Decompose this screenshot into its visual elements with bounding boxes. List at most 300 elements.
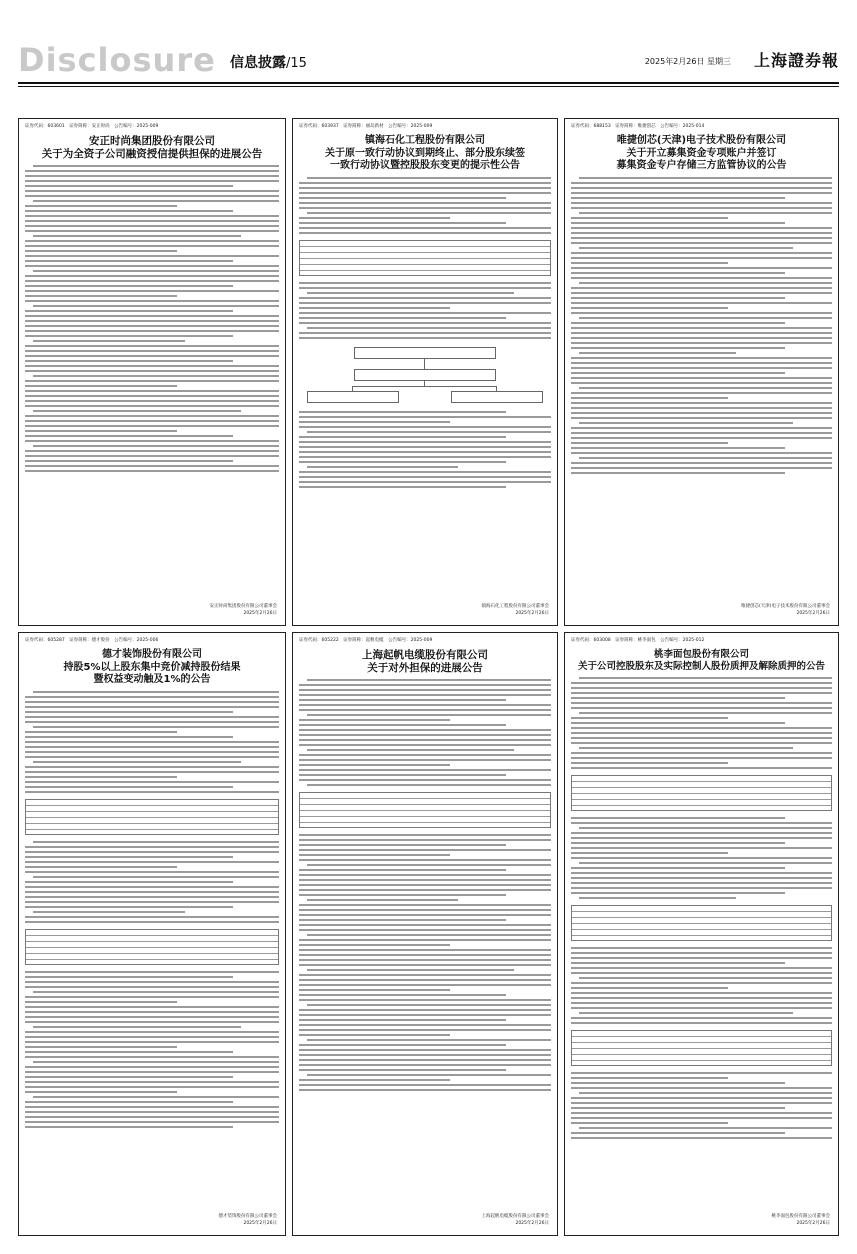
- signature-date: 2025年2月26日: [796, 610, 830, 616]
- text-line: [571, 717, 728, 719]
- text-line: [571, 1077, 728, 1079]
- text-line: [307, 934, 551, 936]
- text-line: [571, 757, 832, 759]
- text-line: [299, 232, 551, 234]
- text-line: [33, 726, 279, 728]
- text-line: [25, 1086, 279, 1088]
- text-line: [579, 712, 832, 714]
- text-line: [299, 854, 450, 856]
- text-line: [579, 317, 832, 319]
- text-line: [25, 996, 279, 998]
- text-line: [25, 320, 279, 322]
- notice-code-line: 证券代码：688153 证券简称：唯捷创芯 公告编号：2025-014: [571, 124, 705, 129]
- text-line: [25, 751, 279, 753]
- text-line: [25, 250, 177, 252]
- text-line: [33, 340, 185, 342]
- text-line: [571, 1072, 832, 1074]
- text-line: [25, 1116, 279, 1118]
- text-line: [25, 315, 279, 317]
- text-line: [571, 687, 832, 689]
- text-line: [299, 959, 551, 961]
- text-line: [25, 175, 279, 177]
- text-line: [299, 724, 506, 726]
- text-line: [25, 210, 233, 212]
- text-line: [571, 877, 832, 879]
- text-line: [25, 230, 279, 232]
- text-line: [579, 422, 793, 424]
- text-line: [25, 420, 279, 422]
- text-line: [25, 721, 279, 723]
- text-line: [299, 849, 551, 851]
- text-line: [25, 986, 279, 988]
- text-line: [299, 914, 551, 916]
- text-line: [307, 1039, 551, 1041]
- text-line: [25, 866, 177, 868]
- text-line: [25, 756, 279, 758]
- text-line: [571, 872, 832, 874]
- text-line: [33, 270, 279, 272]
- text-line: [299, 456, 551, 458]
- text-line: [299, 739, 551, 741]
- text-line: [25, 170, 279, 172]
- text-line: [571, 372, 785, 374]
- text-line: [571, 1117, 832, 1119]
- text-line: [33, 991, 279, 993]
- text-line: [579, 977, 832, 979]
- text-line: [571, 852, 728, 854]
- notice-signature: [772, 1213, 831, 1227]
- text-line: [25, 385, 177, 387]
- text-line: [25, 1071, 279, 1073]
- signature-date: 2025年2月26日: [515, 610, 549, 616]
- notice-body: [293, 679, 557, 1091]
- signature-date: 2025年2月26日: [243, 610, 277, 616]
- text-line: [571, 442, 728, 444]
- notice-body: [19, 691, 285, 1128]
- text-line: [25, 225, 279, 227]
- text-line: [571, 697, 785, 699]
- notice-title-line: 暨权益变动触及1%的公告: [93, 674, 211, 685]
- diagram-connector: [352, 386, 353, 391]
- notice-title-line: 一致行动协议暨控股股东变更的提示性公告: [330, 160, 520, 171]
- text-line: [307, 212, 551, 214]
- text-line: [307, 864, 551, 866]
- text-line: [571, 817, 785, 819]
- brand-wordmark: Disclosure: [18, 41, 216, 79]
- text-line: [25, 766, 279, 768]
- text-line: [299, 939, 551, 941]
- text-line: [25, 901, 279, 903]
- text-line: [25, 205, 177, 207]
- text-line: [299, 894, 506, 896]
- masthead-rule: [18, 82, 839, 84]
- notice-title: [571, 649, 832, 673]
- notice-title-line: 关于对外担保的进展公告: [367, 662, 483, 675]
- text-line: [25, 696, 279, 698]
- text-line: [25, 280, 279, 282]
- text-line: [33, 761, 241, 763]
- text-line: [299, 779, 551, 781]
- text-line: [25, 981, 279, 983]
- text-line: [25, 350, 279, 352]
- text-line: [25, 716, 279, 718]
- text-line: [299, 187, 551, 189]
- text-line: [571, 947, 832, 949]
- text-line: [299, 1069, 506, 1071]
- text-line: [25, 881, 233, 883]
- text-line: [571, 967, 832, 969]
- text-line: [571, 437, 832, 439]
- text-line: [299, 954, 551, 956]
- text-line: [33, 841, 279, 843]
- text-line: [579, 1092, 832, 1094]
- notice-code-line: 证券代码：603601 证券简称：安正时尚 公告编号：2025-009: [25, 124, 159, 129]
- text-line: [299, 486, 506, 488]
- text-line: [33, 165, 279, 167]
- text-line: [33, 235, 241, 237]
- text-line: [299, 834, 551, 836]
- page-number: /15: [286, 56, 307, 71]
- text-line: [299, 197, 506, 199]
- text-line: [25, 871, 279, 873]
- text-line: [299, 759, 551, 761]
- diagram-box: [354, 347, 496, 359]
- text-line: [299, 974, 551, 976]
- text-line: [299, 769, 551, 771]
- text-line: [307, 749, 514, 751]
- text-line: [299, 729, 551, 731]
- text-line: [25, 285, 233, 287]
- text-line: [25, 1106, 279, 1108]
- text-line: [299, 436, 506, 438]
- notice-title-line: 关于公司控股股东及实际控制人股份质押及解除质押的公告: [577, 660, 825, 672]
- text-line: [25, 360, 233, 362]
- text-line: [25, 746, 279, 748]
- text-line: [299, 744, 551, 746]
- notice-title-line: 桃李面包股份有限公司: [653, 649, 749, 660]
- text-line: [299, 994, 506, 996]
- text-line: [299, 1064, 551, 1066]
- text-line: [299, 884, 551, 886]
- text-line: [299, 879, 551, 881]
- text-line: [579, 862, 832, 864]
- text-line: [571, 262, 728, 264]
- text-line: [299, 909, 551, 911]
- section-name: 信息披露: [230, 55, 286, 71]
- text-line: [25, 345, 279, 347]
- signature-company: 安正时尚集团股份有限公司董事会: [209, 603, 277, 609]
- text-line: [571, 292, 832, 294]
- text-line: [579, 897, 736, 899]
- text-line: [571, 692, 832, 694]
- text-line: [299, 754, 551, 756]
- text-line: [25, 851, 279, 853]
- text-line: [571, 207, 832, 209]
- text-line: [579, 352, 736, 354]
- text-line: [25, 425, 279, 427]
- text-line: [25, 891, 279, 893]
- text-line: [571, 307, 728, 309]
- text-line: [571, 337, 832, 339]
- text-line: [25, 370, 279, 372]
- text-line: [33, 305, 279, 307]
- text-line: [299, 1014, 551, 1016]
- text-line: [299, 282, 551, 284]
- signature-company: 镇海石化工程股份有限公司董事会: [481, 603, 549, 609]
- text-line: [571, 1122, 728, 1124]
- text-line: [299, 322, 551, 324]
- text-line: [299, 217, 450, 219]
- notice-signature: [210, 603, 278, 617]
- notice-title: [571, 135, 832, 173]
- text-line: [25, 711, 233, 713]
- text-line: [25, 971, 279, 973]
- text-line: [25, 1046, 177, 1048]
- text-line: [33, 1096, 279, 1098]
- text-line: [299, 476, 551, 478]
- text-line: [25, 1111, 279, 1113]
- text-line: [299, 1024, 551, 1026]
- notice-anzheng: [18, 118, 286, 626]
- text-line: [25, 781, 279, 783]
- text-line: [25, 731, 177, 733]
- text-line: [571, 192, 832, 194]
- text-line: [307, 714, 551, 716]
- text-line: [25, 215, 279, 217]
- text-line: [299, 307, 450, 309]
- text-line: [25, 335, 233, 337]
- text-line: [25, 355, 279, 357]
- section-title: [230, 52, 307, 72]
- text-line: [571, 322, 785, 324]
- text-line: [25, 791, 279, 793]
- text-line: [571, 987, 728, 989]
- text-line: [25, 400, 279, 402]
- text-line: [25, 365, 279, 367]
- text-line: [299, 989, 450, 991]
- text-line: [299, 1079, 450, 1081]
- text-line: [25, 245, 279, 247]
- text-line: [25, 921, 279, 923]
- diagram-box: [307, 391, 399, 403]
- text-line: [571, 182, 832, 184]
- text-line: [25, 430, 177, 432]
- text-line: [25, 240, 279, 242]
- notice-signature: [741, 603, 830, 617]
- text-line: [25, 896, 279, 898]
- text-line: [299, 451, 551, 453]
- text-line: [25, 1041, 279, 1043]
- text-line: [571, 392, 832, 394]
- text-line: [33, 1026, 241, 1028]
- text-line: [299, 904, 551, 906]
- text-line: [571, 297, 785, 299]
- text-line: [25, 906, 233, 908]
- text-line: [25, 440, 279, 442]
- text-line: [571, 1107, 785, 1109]
- text-line: [25, 460, 233, 462]
- text-line: [571, 187, 832, 189]
- text-line: [299, 999, 551, 1001]
- text-line: [571, 312, 832, 314]
- text-line: [25, 1036, 279, 1038]
- text-line: [579, 747, 793, 749]
- text-line: [25, 190, 279, 192]
- text-line: [571, 997, 832, 999]
- text-line: [25, 255, 279, 257]
- notice-title: [299, 649, 551, 675]
- text-line: [25, 856, 233, 858]
- text-line: [571, 962, 785, 964]
- signature-company: 德才装饰股份有限公司董事会: [218, 1213, 277, 1219]
- text-line: [299, 317, 506, 319]
- text-line: [25, 330, 279, 332]
- notice-title-line: 唯捷创芯(天津)电子技术股份有限公司: [616, 135, 787, 146]
- text-line: [299, 446, 551, 448]
- text-line: [579, 177, 832, 179]
- text-line: [299, 689, 551, 691]
- text-line: [307, 1004, 551, 1006]
- text-line: [25, 380, 279, 382]
- text-line: [571, 252, 832, 254]
- notice-taoli: [564, 632, 839, 1236]
- diagram-connector: [424, 358, 425, 369]
- text-line: [571, 682, 832, 684]
- notice-title-line: 关于为全资子公司融资授信提供担保的进展公告: [41, 148, 263, 161]
- issue-date: 2025年2月26日 星期三: [644, 57, 731, 66]
- text-line: [571, 722, 785, 724]
- text-line: [299, 1009, 551, 1011]
- text-line: [25, 1066, 279, 1068]
- text-line: [25, 1021, 279, 1023]
- notice-signature: [219, 1213, 278, 1227]
- text-line: [571, 1087, 832, 1089]
- text-line: [25, 861, 279, 863]
- masthead: [18, 38, 839, 82]
- text-line: [571, 342, 832, 344]
- text-line: [25, 325, 279, 327]
- text-line: [25, 1056, 279, 1058]
- notice-signature: [482, 1213, 550, 1227]
- diagram-connector: [496, 386, 497, 391]
- text-line: [299, 919, 506, 921]
- text-line: [299, 421, 450, 423]
- text-line: [25, 290, 279, 292]
- notice-title-line: 安正时尚集团股份有限公司: [89, 135, 215, 147]
- text-line: [571, 1022, 832, 1024]
- text-line: [25, 195, 279, 197]
- text-line: [571, 362, 832, 364]
- text-line: [25, 1001, 177, 1003]
- text-line: [571, 737, 832, 739]
- text-line: [33, 410, 241, 412]
- text-line: [299, 774, 506, 776]
- text-line: [307, 899, 458, 901]
- text-line: [299, 337, 551, 339]
- text-line: [299, 979, 551, 981]
- text-line: [307, 431, 551, 433]
- text-line: [571, 267, 832, 269]
- text-line: [571, 1097, 832, 1099]
- text-line: [25, 185, 233, 187]
- text-line: [571, 222, 785, 224]
- text-line: [571, 397, 728, 399]
- text-line: [571, 1112, 832, 1114]
- notice-title-line: 上海起帆电缆股份有限公司: [362, 649, 488, 661]
- text-line: [299, 182, 551, 184]
- text-line: [571, 377, 832, 379]
- text-line: [579, 247, 793, 249]
- text-line: [571, 242, 832, 244]
- text-line: [571, 882, 832, 884]
- text-line: [571, 197, 785, 199]
- text-line: [571, 1137, 832, 1139]
- signature-company: 桃李面包股份有限公司董事会: [771, 1213, 830, 1219]
- text-line: [299, 441, 551, 443]
- notice-weijie: [564, 118, 839, 626]
- signature-date: 2025年2月26日: [243, 1220, 277, 1226]
- text-line: [571, 822, 832, 824]
- notice-code-line: 证券代码：603937 证券简称：丽岛新材 公告编号：2025-009: [299, 124, 433, 129]
- signature-date: 2025年2月26日: [796, 1220, 830, 1226]
- text-line: [25, 706, 279, 708]
- text-line: [33, 691, 279, 693]
- text-line: [579, 457, 832, 459]
- text-line: [299, 889, 551, 891]
- text-line: [33, 911, 185, 913]
- text-line: [571, 257, 832, 259]
- text-line: [579, 827, 832, 829]
- text-line: [571, 227, 832, 229]
- text-line: [571, 1102, 832, 1104]
- text-line: [571, 702, 832, 704]
- notice-table: [25, 929, 279, 965]
- text-line: [571, 472, 785, 474]
- notice-title-line: 关于原一致行动协议到期终止、部分股东续签: [325, 147, 525, 159]
- notice-title: [25, 135, 279, 161]
- text-line: [571, 752, 832, 754]
- text-line: [571, 1002, 832, 1004]
- text-line: [571, 332, 832, 334]
- text-line: [299, 964, 551, 966]
- text-line: [299, 1019, 506, 1021]
- text-line: [299, 684, 551, 686]
- text-line: [33, 445, 279, 447]
- text-line: [299, 719, 450, 721]
- notice-table: [25, 799, 279, 835]
- notice-title-line: 镇海石化工程股份有限公司: [365, 135, 485, 146]
- text-line: [25, 260, 233, 262]
- text-line: [307, 177, 551, 179]
- text-line: [299, 471, 551, 473]
- text-line: [299, 984, 551, 986]
- text-line: [25, 1091, 177, 1093]
- text-line: [299, 764, 450, 766]
- text-line: [25, 435, 233, 437]
- notice-signature: [482, 603, 550, 617]
- text-line: [25, 450, 279, 452]
- text-line: [299, 1084, 551, 1086]
- text-line: [299, 1034, 450, 1036]
- text-line: [571, 357, 832, 359]
- text-line: [571, 217, 728, 219]
- text-line: [579, 212, 832, 214]
- text-line: [299, 1059, 551, 1061]
- text-line: [25, 180, 279, 182]
- notice-table: [299, 240, 551, 276]
- text-line: [571, 982, 832, 984]
- text-line: [571, 707, 832, 709]
